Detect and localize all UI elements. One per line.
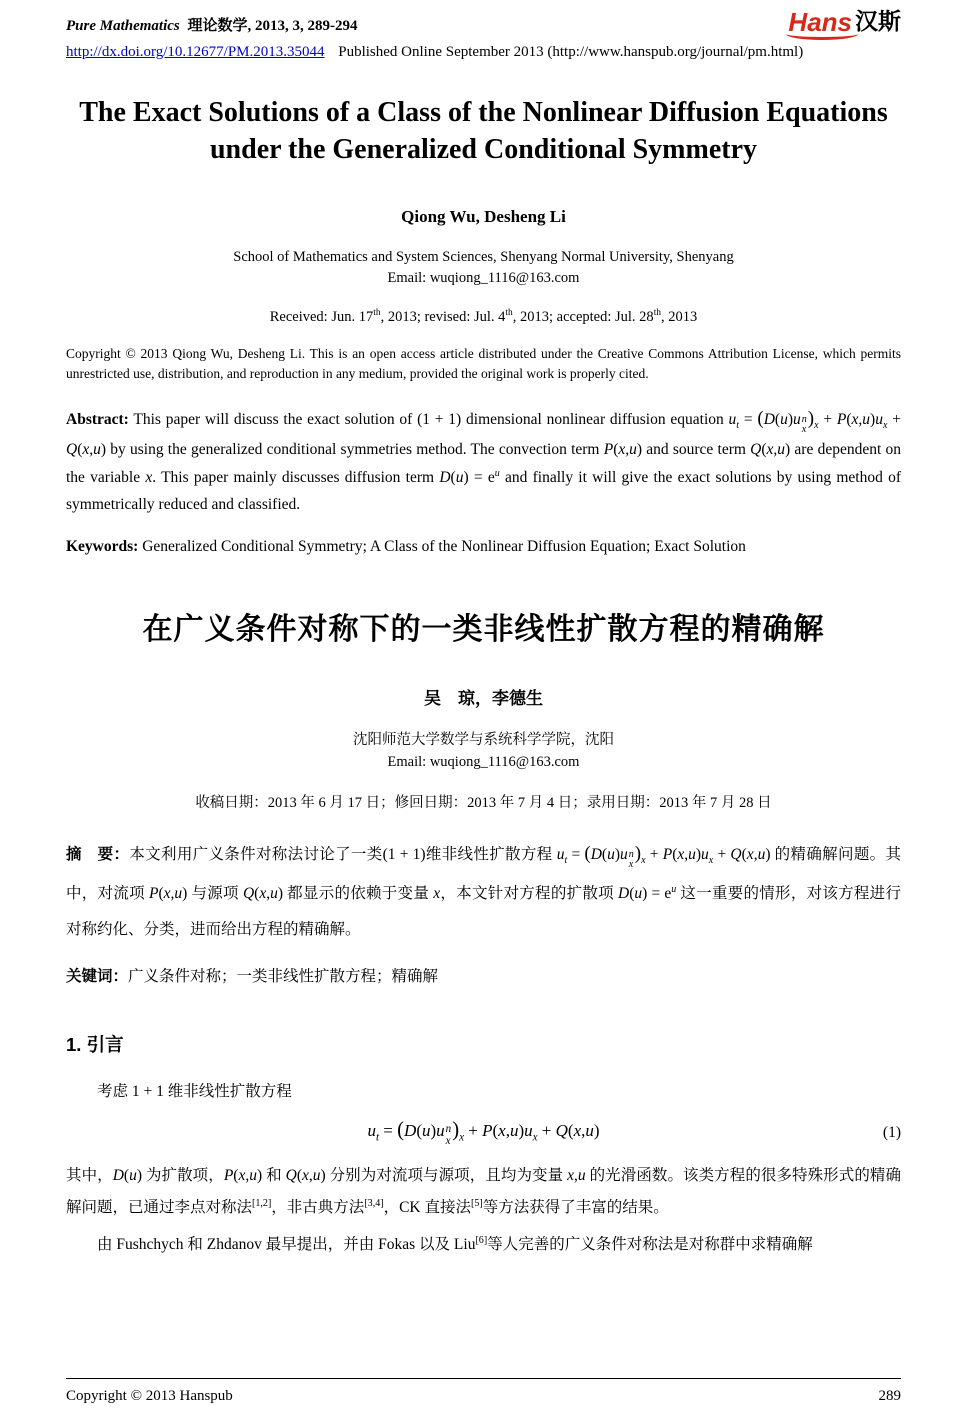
page-footer bbox=[66, 1378, 901, 1405]
keywords-label: Keywords: bbox=[66, 537, 139, 555]
copyright-notice: Copyright © 2013 Qiong Wu, Desheng Li. This is an open access article distributed under the Creative Commons Attribution License, which permits unrestricted use, distribution, and reproduction in any medium, provided the original work is properly cited. bbox=[66, 345, 901, 382]
affiliation-cn bbox=[66, 729, 901, 774]
abstract-cn bbox=[66, 832, 901, 947]
journal-title-line bbox=[66, 8, 358, 35]
hans-logo-cn-text: 汉斯 bbox=[855, 8, 901, 34]
abstract-cn-label: 摘 要： bbox=[66, 846, 130, 864]
abstract-en-text: This paper will discuss the exact solution of (1 + 1) dimensional nonlinear diffusion equation $u_t = (D(u)u$ n x )$_x + P(x,u)u_x + Q(x,u)$ by using the generalized conditional symmetries method. The convection term P(x,u) and source term Q(x,u) are dependent on the variable x. This paper mainly discusses diffusion term $D(u) = e^u$ and finally it will give the exact solutions by using method of symmetrically reduced and classified. bbox=[66, 408, 901, 514]
journal-header bbox=[66, 8, 901, 61]
section-1-heading: 1. 引言 bbox=[66, 1034, 124, 1056]
published-info: Published Online September 2013 (http://www.hanspub.org/journal/pm.html) bbox=[338, 43, 804, 60]
abstract-cn-text: 本文利用广义条件对称法讨论了一类(1 + 1)维非线性扩散方程 $u_t = (D(u)u$ n x )$_x + P(x,u)u_x + Q(x,u)$ 的精确解问题。其中，对流项 P(x,u) 与源项 Q(x,u) 都显示的依赖于变量 x，本文针对方程的扩散项 $D(u) = e^u$ 这一重要的情形，对该方程进行对称约化、分类，进而给出方程的精确解。 bbox=[66, 843, 901, 938]
paper-title-en: The Exact Solutions of a Class of the Nonlinear Diffusion Equations under the Generalized Conditional Symmetry bbox=[79, 96, 888, 165]
abstract-label: Abstract: bbox=[66, 411, 129, 429]
keywords-cn bbox=[66, 963, 901, 991]
journal-name: Pure Mathematics bbox=[66, 18, 180, 34]
body-paragraph-2: 由 Fushchych 和 Zhdanov 最早提出，并由 Fokas 以及 Liu[6]等人完善的广义条件对称法是对称群中求精确解 bbox=[97, 1234, 813, 1253]
paper-title-cn: 在广义条件对称下的一类非线性扩散方程的精确解 bbox=[142, 612, 825, 646]
journal-issue-info: 理论数学, 2013, 3, 289-294 bbox=[187, 18, 358, 34]
abstract-en bbox=[66, 402, 901, 518]
email-en-line: Email: wuqiong_1116@163.com bbox=[387, 270, 580, 287]
affiliation-cn-line: 沈阳师范大学数学与系统科学学院，沈阳 bbox=[353, 731, 614, 748]
equation-number: (1) bbox=[882, 1124, 901, 1142]
authors-cn: 吴 琼，李德生 bbox=[424, 688, 543, 708]
intro-paragraph: 考虑 1 + 1 维非线性扩散方程 bbox=[97, 1083, 292, 1101]
keywords-en bbox=[66, 535, 901, 560]
dates-cn: 收稿日期：2013 年 6 月 17 日；修回日期：2013 年 7 月 4 日；录用日期：2013 年 7 月 28 日 bbox=[195, 795, 772, 812]
page-number: 289 bbox=[878, 1388, 901, 1404]
hans-logo-text: Hans bbox=[788, 8, 854, 40]
equation-1 bbox=[66, 1119, 901, 1148]
equation-body: $u_t = (D(u)u$ n x )$_x + P(x,u)u_x + Q(x,u)$ bbox=[367, 1118, 600, 1148]
footer-copyright: Copyright © 2013 Hanspub bbox=[66, 1388, 233, 1404]
body-paragraph-1: 其中，D(u) 为扩散项，P(x,u) 和 Q(x,u) 分别为对流项与源项，且均为变量 x,u 的光滑函数。该类方程的很多特殊形式的精确解问题，已通过李点对称法[1,2]，非古典方法[3,4]，CK 直接法[5]等方法获得了丰富的结果。 bbox=[66, 1166, 901, 1217]
affiliation-en bbox=[66, 247, 901, 291]
email-cn-line: Email: wuqiong_1116@163.com bbox=[387, 753, 580, 770]
keywords-cn-text: 广义条件对称；一类非线性扩散方程；精确解 bbox=[128, 968, 439, 986]
affiliation-en-line: School of Mathematics and System Sciences, Shenyang Normal University, Shenyang bbox=[233, 248, 734, 265]
hanspub-logo bbox=[788, 8, 901, 40]
keywords-cn-label: 关键词： bbox=[66, 968, 129, 986]
keywords-en-text: Generalized Conditional Symmetry; A Class of the Nonlinear Diffusion Equation; Exact Solution bbox=[142, 537, 746, 555]
received-line: Received: Jun. 17th, 2013; revised: Jul. 4th, 2013; accepted: Jul. 28th, 2013 bbox=[269, 308, 698, 325]
authors-en: Qiong Wu, Desheng Li bbox=[401, 206, 566, 226]
doi-link[interactable]: http://dx.doi.org/10.12677/PM.2013.35044 bbox=[66, 43, 325, 60]
